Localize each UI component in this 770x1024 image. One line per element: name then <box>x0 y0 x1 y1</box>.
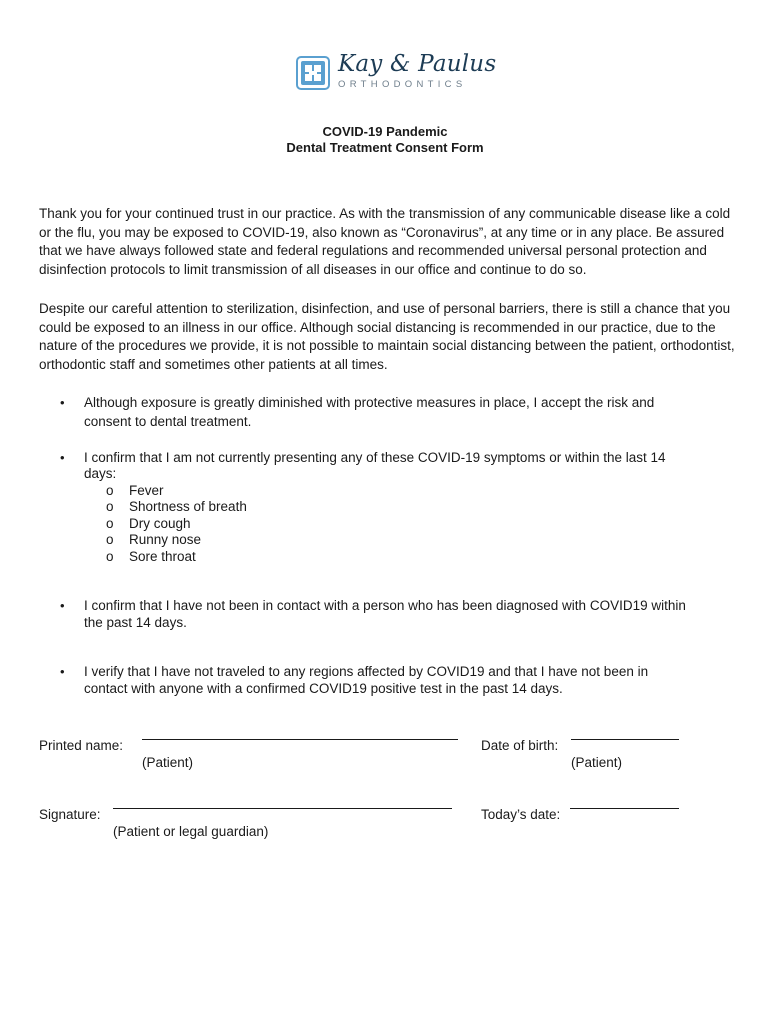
symptom-item <box>106 516 247 532</box>
dob-field[interactable] <box>571 739 679 740</box>
form-title: COVID-19 Pandemic <box>322 124 448 139</box>
signature-label: Signature: <box>39 807 101 822</box>
list-marker: o <box>106 499 114 515</box>
bullet-accept-risk: • Although exposure is greatly diminished with protective measures in place, I accept the risk and consent to dental treatment. <box>84 394 694 431</box>
dob-caption: (Patient) <box>571 755 623 770</box>
symptom-list <box>106 483 247 565</box>
risk-paragraph: Despite our careful attention to sterilization, disinfection, and use of personal barriers, there is still a chance that you could be exposed to an illness in our office. Although social distancing is recommended in our practice, due to the nature of the procedures we provide, it is not possible to maintain social distancing between the patient, orthodontist, orthodontic staff and sometimes other patients at all times. <box>39 301 735 372</box>
symptom-item <box>106 483 247 499</box>
logo-mark-icon <box>296 56 330 90</box>
symptom-label: Sore throat <box>129 548 196 564</box>
list-marker: o <box>106 548 114 564</box>
printed-name-caption: (Patient) <box>142 755 194 770</box>
symptom-label: Dry cough <box>129 515 191 531</box>
symptom-label: Runny nose <box>129 532 202 548</box>
list-marker: o <box>106 483 114 498</box>
symptom-item <box>106 532 247 548</box>
symptom-item <box>106 499 247 515</box>
signature-caption: (Patient or legal guardian) <box>113 824 269 839</box>
logo-subtitle: ORTHODONTICS <box>338 79 467 90</box>
bullet-no-symptoms: • I confirm that I am not currently presenting any of these COVID-19 symptoms or within the last 14 days: <box>84 450 694 482</box>
list-marker: o <box>106 532 114 548</box>
bullet-no-travel: • I verify that I have not traveled to any regions affected by COVID19 and that I have not been in contact with anyone with a confirmed COVID19 positive test in the past 14 days. <box>84 663 694 697</box>
signature-field[interactable] <box>113 808 452 809</box>
symptom-label: Fever <box>129 483 164 498</box>
printed-name-label: Printed name: <box>39 738 124 753</box>
today-date-label: Today’s date: <box>481 807 561 822</box>
form-subtitle: Dental Treatment Consent Form <box>286 140 484 155</box>
dob-label: Date of birth: <box>481 738 559 753</box>
symptom-item <box>106 549 247 565</box>
printed-name-field[interactable] <box>142 739 458 740</box>
logo-name: Kay & Paulus <box>338 51 497 77</box>
list-marker: o <box>106 515 114 531</box>
symptom-label: Shortness of breath <box>129 499 247 515</box>
today-date-field[interactable] <box>570 808 679 809</box>
intro-paragraph: Thank you for your continued trust in our practice. As with the transmission of any communicable disease like a cold or the flu, you may be exposed to COVID-19, also known as “Coronavirus”, at any time or in any place. Be assured that we have always followed state and federal regulations and recommended universal personal protection and disinfection protocols to limit transmission of all diseases in our office and continue to do so. <box>39 206 731 277</box>
bullet-no-contact: • I confirm that I have not been in contact with a person who has been diagnosed with COVID19 within the past 14 days. <box>84 597 694 631</box>
